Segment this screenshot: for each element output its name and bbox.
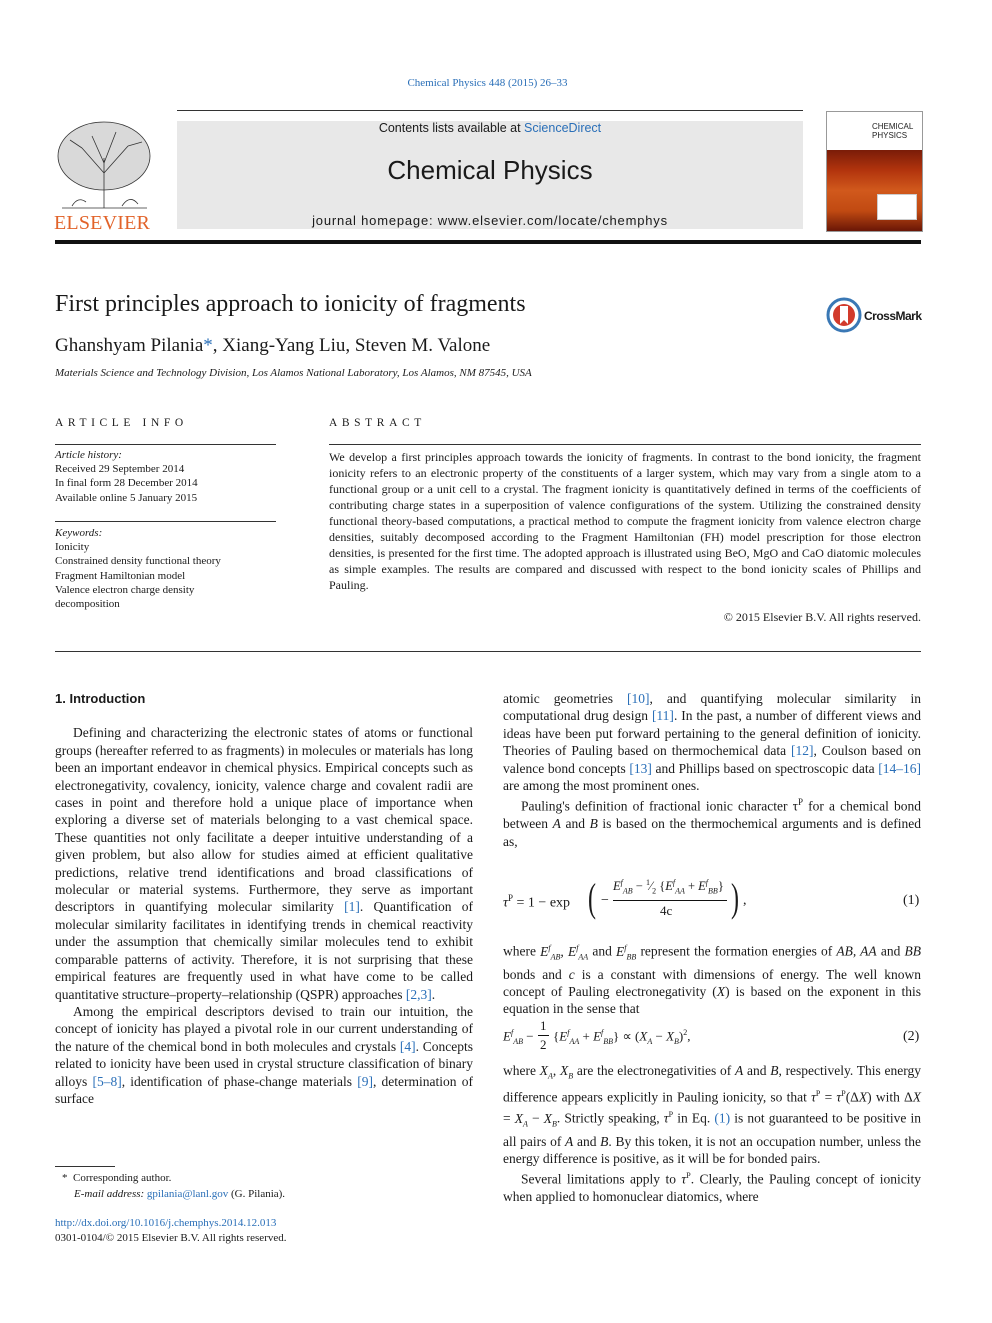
eq1-den-text: 4c — [660, 903, 673, 918]
r1-text-c: . In the past, a number of different views and ideas have been put forward pertaining to the general definition of ionicity. Theories of Pauling based on thermochemical data — [503, 708, 921, 759]
journal-cover-thumbnail[interactable] — [826, 111, 923, 232]
ref-10-link[interactable]: [10] — [627, 691, 650, 706]
cover-title-line-1: CHEMICAL — [872, 122, 914, 131]
r1-text-f: are among the most prominent ones. — [503, 778, 700, 794]
journal-name: Chemical Physics — [387, 155, 593, 185]
p2-text-d: , determination of surface — [55, 1073, 473, 1106]
author-name[interactable]: Ghanshyam Pilania — [55, 335, 204, 356]
right-paragraph-1 — [503, 690, 921, 794]
r2-text-c: is based on the thermochemical arguments and is defined as, — [503, 816, 921, 849]
r4-text-g: is not guaranteed to be positive in all pairs of — [503, 1110, 921, 1149]
footnote-corresponding: * Corresponding author. — [62, 1172, 172, 1184]
eq-1-link[interactable]: (1) — [714, 1110, 731, 1126]
corresponding-author-star[interactable]: * — [203, 335, 213, 356]
r1-text-e: and Phillips based on spectroscopic data — [651, 760, 879, 776]
keywords-rule — [55, 521, 276, 522]
p2-text-b: . Concepts related to ionicity have been used in crystal structure classification of binary alloys — [55, 1038, 473, 1089]
doi-link[interactable] — [55, 1215, 276, 1231]
eq1-fraction-bar — [613, 900, 727, 901]
r2-and: and — [560, 816, 590, 832]
eq1-tau: τ — [503, 895, 509, 911]
keyword: decomposition — [55, 598, 120, 611]
issn-line: 0301-0104/© 2015 Elsevier B.V. All rights reserved. — [55, 1232, 287, 1244]
right-column-mid — [503, 939, 921, 1018]
section-heading-introduction: 1. Introduction — [55, 691, 146, 706]
ref-5-8-link[interactable]: [5–8] — [92, 1073, 122, 1089]
elsevier-wordmark: ELSEVIER — [54, 212, 151, 234]
article-info-rule — [55, 444, 276, 445]
r3-bonds: AB, AA — [836, 943, 877, 959]
ref-1-link[interactable]: [1] — [344, 899, 360, 915]
intro-paragraph-2 — [55, 1003, 473, 1107]
history-label: Article history: — [55, 449, 122, 461]
r1-text-b: , and quantifying molecular similarity in computational drug design — [503, 691, 922, 724]
right-paragraph-2 — [503, 794, 921, 850]
r4-text-b: are the electronegativities of — [573, 1063, 735, 1078]
r5-text-b: . Clearly, the Pauling concept of ionicity when applied to homonuclear diatomics, where — [503, 1171, 921, 1205]
crossmark-icon[interactable] — [826, 297, 862, 333]
r3-energies: $E^f_{AB}$, $E^f_{AA}$ — [540, 943, 589, 962]
article-history — [55, 448, 198, 505]
cover-title-line-2: PHYSICS — [872, 131, 908, 140]
cover-title — [872, 122, 913, 140]
doi-text[interactable]: http://dx.doi.org/10.1016/j.chemphys.2014.12.013 — [55, 1217, 277, 1229]
eq2-lhs: $E^f_{AB}$ − — [503, 1028, 534, 1046]
abstract-heading: ABSTRACT — [329, 417, 426, 429]
article-title: First principles approach to ionicity of fragments — [55, 291, 526, 317]
p1-text-b: . Quantification of molecular similarity facilitates in identifying trends in chemical reactivity under the assumption that chemically similar molecules tend to exhibit comparable patterns of activity. Therefore, it is not surprising that these empirical features are frequently used in what have come to be called quantitative structure–property–relationship (QSPR) approaches — [55, 899, 473, 1002]
r3-c: c — [568, 966, 575, 982]
author-names-rest: , Xiang-Yang Liu, Steven M. Valone — [212, 335, 491, 356]
ref-2-3-link[interactable]: [2,3] — [405, 986, 432, 1002]
crossmark-label[interactable]: CrossMark — [864, 309, 922, 323]
equation-1-number: (1) — [903, 893, 920, 908]
received-date: Received 29 September 2014 — [55, 463, 185, 476]
right-paragraph-3: where $E^f_{AB}$, $E^f_{AA}$ and $E^f_{BB}$ represent the formation energies of AB, AA and BB bonds and c is a constant with dimensions of energy. The well known concept of Pauling electronegativity (X) is based on the exponent in this equation in the sense that — [503, 943, 921, 1017]
final-form-date: In final form 28 December 2014 — [55, 477, 198, 490]
eq1-tau-sup: P — [508, 893, 514, 903]
eq1-denominator — [660, 903, 672, 919]
p2-text: Among the empirical descriptors devised to train our intuition, the concept of ionicity has played a pivotal role in our current understanding of the nature of the chemical bond in both molecules and crystals — [55, 1003, 473, 1054]
cover-figure — [877, 194, 917, 220]
eq2-rhs: $\{E^f_{AA} + E^f_{BB}\} \propto (X_A - X_B)^2$, — [553, 1028, 691, 1046]
abstract-rule — [329, 444, 921, 445]
keyword: Constrained density functional theory — [55, 555, 221, 568]
r1-text: atomic geometries — [503, 691, 628, 706]
eq1-minus: − — [601, 893, 609, 908]
ref-9-link[interactable]: [9] — [357, 1073, 373, 1089]
r2-text: Pauling's definition of fractional ionic character τ — [521, 798, 799, 814]
ref-4-link[interactable]: [4] — [399, 1038, 416, 1054]
journal-homepage[interactable]: journal homepage: www.elsevier.com/locate/chemphys — [312, 213, 668, 228]
r3-text-e: ) is based on the exponent in this equation in the sense that — [503, 984, 921, 1017]
eq1-lhs — [503, 893, 570, 912]
email-label: E-mail address: — [74, 1188, 147, 1200]
r3-bb: BB — [904, 943, 921, 959]
ref-11-link[interactable]: [11] — [651, 708, 674, 724]
right-column-bottom — [503, 1062, 921, 1206]
p1-text: Defining and characterizing the electronic states of atoms or functional groups (hereafter referred to as fragments) in molecules or materials has long been an important endeavor in chemical physics. Empirical concepts such as electronegativity, covalency, ionicity, valence charge and covalent radii are cases in point and therefore hold a unique place of importance when exploring a diverse set of materials belonging to a vast chemical space. These quantities not only facilitate a deeper intuitive understanding of a given problem, but also allow for studies aimed at efficient qualitative predictions, relative trend identifications and broad classifications of molecular or material systems. Furthermore, they serve as important descriptors in quantifying molecular similarity — [55, 725, 473, 915]
left-column — [55, 690, 473, 1107]
intro-paragraph-1 — [55, 724, 473, 1003]
r4-where: where — [503, 1063, 540, 1078]
eq1-numerator: $E^f_{AB}$ − $^1⁄_2$ $\{E^f_{AA} + E^f_{BB}\}$ — [613, 878, 724, 896]
r3-text-c: bonds and — [503, 966, 569, 982]
journal-citation[interactable]: Chemical Physics 448 (2015) 26–33 — [407, 77, 568, 89]
p2-text-c: , identification of phase-change materials — [121, 1073, 358, 1089]
r3-x: X — [716, 984, 726, 999]
footnote-email — [74, 1186, 285, 1202]
ref-12-link[interactable]: [12] — [791, 743, 814, 759]
abstract-bottom-rule — [55, 651, 921, 652]
eq1-open-paren: ( — [588, 875, 596, 920]
email-suffix: (G. Pilania). — [228, 1188, 286, 1200]
contents-line — [177, 121, 803, 135]
equation-1 — [503, 874, 763, 930]
right-paragraph-4: where $X_A$, $X_B$ are the electronegativities of A and B, respectively. This energy difference appears explicitly in Pauling ionicity, so that $\tau^P = \tau^P(\Delta X)$ with $\Delta X = X_A - X_B$. Strictly speaking, $\tau^P$ in Eq. (1) is not guaranteed to be positive in all pairs of A and B. By this token, it is not an occupation number, unless the energy difference is positive, as it will be for bonded pairs. — [503, 1063, 922, 1166]
affiliation: Materials Science and Technology Division, Los Alamos National Laboratory, Los Alamos, NM 87545, USA — [55, 367, 532, 379]
equation-2-number: (2) — [903, 1029, 920, 1044]
equation-2 — [503, 1018, 763, 1058]
eq1-comma: , — [743, 893, 747, 908]
keyword: Ionicity — [55, 541, 90, 554]
r3-and: and — [876, 943, 905, 959]
author-list — [55, 335, 490, 357]
header-rule — [177, 110, 803, 111]
atom-b: B — [589, 816, 598, 832]
article-info-heading: ARTICLE INFO — [55, 417, 188, 429]
email-link[interactable]: gpilania@lanl.gov — [146, 1188, 229, 1200]
r2-text-b: for a chemical bond between — [503, 798, 922, 832]
r4-text-e: . Strictly speaking, — [556, 1110, 664, 1126]
eq1-close-paren: ) — [731, 875, 739, 920]
right-paragraph-5: Several limitations apply to $\tau^P$. Clearly, the Pauling concept of ionicity when applied to homonuclear diatomics, where — [503, 1171, 921, 1205]
eq2-half-num: 1 — [540, 1018, 547, 1033]
contents-prefix: Contents lists available at — [378, 121, 525, 135]
keywords-block — [55, 526, 221, 611]
eq2-half-den: 2 — [540, 1037, 547, 1052]
ref-14-16-link[interactable]: [14–16] — [878, 760, 922, 776]
r4-text-h: . By this token, it is not an occupation number, unless the energy difference is positive, as it will be for bonded pairs. — [503, 1133, 922, 1166]
corresponding-author-note: Corresponding author. — [73, 1172, 172, 1184]
r3-text-b: represent the formation energies of — [636, 943, 837, 959]
keyword: Valence electron charge density — [55, 583, 195, 596]
right-column-top — [503, 690, 921, 850]
r4-text-f: in Eq. — [673, 1110, 715, 1126]
eq1-exp: = 1 − exp — [513, 895, 571, 911]
abstract-copyright: © 2015 Elsevier B.V. All rights reserved. — [723, 610, 921, 624]
keyword: Fragment Hamiltonian model — [55, 569, 186, 582]
r4-text-d: with — [871, 1089, 905, 1105]
r5-text: Several limitations apply to — [521, 1171, 682, 1187]
header-thick-rule — [55, 240, 921, 244]
r3-where: where — [503, 943, 541, 959]
sciencedirect-link[interactable]: ScienceDirect — [524, 121, 602, 135]
keywords-label: Keywords: — [55, 527, 103, 539]
tau-superscript: P — [798, 797, 804, 808]
eq2-half-bar — [538, 1035, 549, 1036]
footnote-rule — [55, 1166, 115, 1167]
r3-text-d: is a constant with dimensions of energy. The well known concept of Pauling electronegativity ( — [503, 966, 921, 999]
r4-xa-xb: $X_A$ — [539, 1063, 553, 1081]
r4-text-c: , respectively. This energy difference appears explicitly in Pauling ionicity, so that — [503, 1063, 921, 1105]
r1-text-d: , Coulson based on valence bond concepts — [503, 743, 921, 776]
p1-end: . — [431, 986, 436, 1002]
abstract-text: We develop a first principles approach towards the ionicity of fragments. In contrast to the bond ionicity, the fragment ionicity refers to an electronic property of the constituents of a larger system, which may vary from a single atom to a functional group or a unit cell to a crystal. The fragment ionicity is quantitatively defined in terms of the coefficients of contributing charge states in a superposition of valence configurations of the system. Utilizing the constrained density functional theory-based computations, a practical method to compute the fragment ionicity from valence electron charge densities, suitably decomposed according to the Fragment Hamiltonian (FH) model prescription for those electron densities, is presented for the first time. The adopted approach is illustrated using BeO, MgO and CaO diatomic molecules as simple examples. The results are compared and discussed with respect to the bond ionicity scales of Phillips and Pauling. — [329, 450, 921, 592]
online-date: Available online 5 January 2015 — [55, 491, 198, 504]
r3-ebb: $E^f_{BB}$ — [616, 943, 637, 962]
atom-a: A — [552, 816, 561, 832]
ref-13-link[interactable]: [13] — [629, 760, 652, 776]
